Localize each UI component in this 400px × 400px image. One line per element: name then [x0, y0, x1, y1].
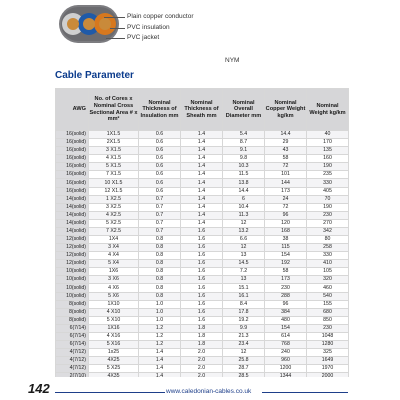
cell-awg: 16(solid) [56, 171, 89, 179]
cell-cores: 5 X2.5 [89, 219, 139, 227]
cell-diameter: 16.1 [223, 292, 265, 300]
cell-sheath: 1.8 [181, 324, 223, 332]
cell-insulation: 0.6 [139, 147, 181, 155]
cell-weight: 270 [307, 219, 349, 227]
cell-weight: 70 [307, 195, 349, 203]
table-row [56, 195, 349, 203]
cell-copper-weight: 240 [265, 349, 307, 357]
cell-copper-weight: 115 [265, 244, 307, 252]
cell-copper-weight: 173 [265, 276, 307, 284]
cell-awg: 10(solid) [56, 284, 89, 292]
cell-diameter: 9.8 [223, 155, 265, 163]
cell-weight: 460 [307, 284, 349, 292]
cell-awg: 10(solid) [56, 268, 89, 276]
cell-weight: 258 [307, 244, 349, 252]
website-link[interactable]: www.caledonian-cables.co.uk [166, 388, 252, 395]
cell-diameter: 12 [223, 219, 265, 227]
cell-sheath: 1.4 [181, 211, 223, 219]
cell-copper-weight: 43 [265, 147, 307, 155]
cell-cores: 3 X4 [89, 244, 139, 252]
table-row [56, 365, 349, 373]
cell-sheath: 1.6 [181, 308, 223, 316]
cell-sheath: 1.6 [181, 300, 223, 308]
cell-cores: 3 X6 [89, 276, 139, 284]
table-row [56, 179, 349, 187]
cell-diameter: 28.7 [223, 365, 265, 373]
cell-diameter: 23.4 [223, 341, 265, 349]
cell-awg: 10(solid) [56, 292, 89, 300]
cell-copper-weight: 614 [265, 332, 307, 340]
cell-copper-weight: 120 [265, 219, 307, 227]
cell-insulation: 0.7 [139, 211, 181, 219]
cable-type-label: NYM [225, 57, 240, 64]
cell-insulation: 0.7 [139, 227, 181, 235]
cell-awg: 16(solid) [56, 147, 89, 155]
cell-weight: 405 [307, 187, 349, 195]
cell-weight: 325 [307, 349, 349, 357]
cell-weight: 1970 [307, 365, 349, 373]
header-awg: AWG [56, 89, 89, 131]
cell-sheath: 1.4 [181, 155, 223, 163]
cell-diameter: 12 [223, 244, 265, 252]
cell-diameter: 9.1 [223, 147, 265, 155]
cell-diameter: 14.4 [223, 187, 265, 195]
cell-copper-weight: 29 [265, 139, 307, 147]
cell-weight: 320 [307, 276, 349, 284]
cell-sheath: 1.8 [181, 332, 223, 340]
cell-sheath: 1.4 [181, 203, 223, 211]
cell-awg: 6(7/14) [56, 341, 89, 349]
cell-sheath: 2.0 [181, 357, 223, 365]
table-row [56, 155, 349, 163]
cell-insulation: 0.8 [139, 292, 181, 300]
cell-diameter: 9.9 [223, 324, 265, 332]
table-row [56, 357, 349, 365]
cell-cores: 4 X10 [89, 308, 139, 316]
table-row [56, 324, 349, 332]
cell-awg: 8(solid) [56, 316, 89, 324]
cell-diameter: 6 [223, 195, 265, 203]
cell-weight: 190 [307, 163, 349, 171]
cell-insulation: 0.8 [139, 284, 181, 292]
header-weight: Nominal Weight kg/km [307, 89, 349, 131]
cell-insulation: 0.6 [139, 187, 181, 195]
cell-copper-weight: 384 [265, 308, 307, 316]
cell-awg: 12(solid) [56, 252, 89, 260]
cell-weight: 40 [307, 131, 349, 139]
table-row [56, 308, 349, 316]
cable-cross-section-image [58, 2, 120, 46]
cell-cores: 5 X25 [89, 365, 139, 373]
cell-diameter: 17.8 [223, 308, 265, 316]
cell-insulation: 0.7 [139, 203, 181, 211]
cell-weight: 1649 [307, 357, 349, 365]
header-copper-weight: Nominal Copper Weight kg/km [265, 89, 307, 131]
cell-insulation: 1.2 [139, 332, 181, 340]
cell-insulation: 1.4 [139, 349, 181, 357]
table-row [56, 252, 349, 260]
cell-insulation: 1.4 [139, 357, 181, 365]
cell-sheath: 1.8 [181, 341, 223, 349]
table-row [56, 316, 349, 324]
cell-insulation: 0.7 [139, 195, 181, 203]
cell-sheath: 1.6 [181, 268, 223, 276]
cell-sheath: 1.6 [181, 244, 223, 252]
cell-insulation: 0.6 [139, 131, 181, 139]
cell-awg: 14(solid) [56, 219, 89, 227]
cell-weight: 410 [307, 260, 349, 268]
cell-sheath: 1.4 [181, 139, 223, 147]
page-number: 142 [28, 381, 50, 396]
cell-weight: 330 [307, 179, 349, 187]
cell-awg: 14(solid) [56, 195, 89, 203]
cell-insulation: 0.8 [139, 268, 181, 276]
cell-awg: 4(7/12) [56, 365, 89, 373]
cell-cores: 1X6 [89, 268, 139, 276]
table-row [56, 163, 349, 171]
cell-sheath: 1.6 [181, 276, 223, 284]
cell-diameter: 11.5 [223, 171, 265, 179]
footer-divider-left [55, 392, 165, 393]
cell-copper-weight: 58 [265, 155, 307, 163]
table-row [56, 131, 349, 139]
cell-cores: 4 X2.5 [89, 211, 139, 219]
cell-sheath: 1.6 [181, 252, 223, 260]
cell-weight: 540 [307, 292, 349, 300]
cell-diameter: 7.2 [223, 268, 265, 276]
cell-copper-weight: 38 [265, 236, 307, 244]
label-conductor: Plain copper conductor [127, 13, 194, 20]
cell-cores: 12 X1.5 [89, 187, 139, 195]
table-row [56, 203, 349, 211]
table-row [56, 139, 349, 147]
cell-cores: 5 X6 [89, 292, 139, 300]
cell-cores: 1X4 [89, 236, 139, 244]
cell-awg: 8(solid) [56, 300, 89, 308]
cell-diameter: 25.8 [223, 357, 265, 365]
cell-sheath: 2.0 [181, 365, 223, 373]
cell-insulation: 1.2 [139, 341, 181, 349]
cell-cores: 4 X16 [89, 332, 139, 340]
cell-copper-weight: 168 [265, 227, 307, 235]
cell-diameter: 10.4 [223, 203, 265, 211]
cell-copper-weight: 101 [265, 171, 307, 179]
cell-cores: 5 X1.5 [89, 163, 139, 171]
label-insulation: PVC insulation [127, 24, 170, 31]
cell-diameter: 13.2 [223, 227, 265, 235]
cell-awg: 12(solid) [56, 260, 89, 268]
cell-diameter: 15.1 [223, 284, 265, 292]
header-cores: No. of Cores x Nominal Cross Sectional Area # x mm² [89, 89, 139, 131]
cell-awg: 6(7/14) [56, 324, 89, 332]
cell-awg: 16(solid) [56, 131, 89, 139]
cell-weight: 850 [307, 316, 349, 324]
cell-awg: 6(7/14) [56, 332, 89, 340]
cell-awg: 12(solid) [56, 236, 89, 244]
table-row [56, 211, 349, 219]
cell-weight: 190 [307, 203, 349, 211]
cell-sheath: 1.4 [181, 147, 223, 155]
header-sheath: Nominal Thickness of Sheath mm [181, 89, 223, 131]
cell-copper-weight: 58 [265, 268, 307, 276]
cell-weight: 235 [307, 171, 349, 179]
cell-awg: 16(solid) [56, 155, 89, 163]
cell-diameter: 5.4 [223, 131, 265, 139]
cell-sheath: 1.4 [181, 171, 223, 179]
table-row [56, 244, 349, 252]
cell-weight: 1048 [307, 332, 349, 340]
cell-awg: 16(solid) [56, 179, 89, 187]
cell-cores: 4 X4 [89, 252, 139, 260]
cell-diameter: 11.3 [223, 211, 265, 219]
table-header-row [56, 89, 349, 131]
cell-insulation: 1.0 [139, 300, 181, 308]
cell-copper-weight: 72 [265, 203, 307, 211]
table-row [56, 268, 349, 276]
cell-weight: 105 [307, 268, 349, 276]
cell-weight: 80 [307, 236, 349, 244]
cell-insulation: 1.0 [139, 316, 181, 324]
cell-copper-weight: 72 [265, 163, 307, 171]
header-insulation: Nominal Thickness of Insulation mm [139, 89, 181, 131]
cell-insulation: 1.2 [139, 324, 181, 332]
cell-diameter: 8.4 [223, 300, 265, 308]
table-row [56, 332, 349, 340]
cell-cores: 5 X16 [89, 341, 139, 349]
cell-awg: 14(solid) [56, 211, 89, 219]
cell-diameter: 12 [223, 349, 265, 357]
table-row [56, 292, 349, 300]
cell-cores: 4 X6 [89, 284, 139, 292]
cell-weight: 680 [307, 308, 349, 316]
label-jacket: PVC jacket [127, 34, 160, 41]
cell-sheath: 1.6 [181, 292, 223, 300]
cell-copper-weight: 480 [265, 316, 307, 324]
table-row [56, 236, 349, 244]
cell-copper-weight: 154 [265, 324, 307, 332]
cell-awg: 4(7/12) [56, 349, 89, 357]
cell-weight: 135 [307, 147, 349, 155]
section-title: Cable Parameter [55, 70, 134, 81]
cell-insulation: 0.6 [139, 179, 181, 187]
cell-insulation: 0.6 [139, 155, 181, 163]
cell-awg: 16(solid) [56, 139, 89, 147]
cell-diameter: 13 [223, 252, 265, 260]
cell-awg: 12(solid) [56, 244, 89, 252]
cell-sheath: 1.4 [181, 179, 223, 187]
cell-cores: 3 X2.5 [89, 203, 139, 211]
cell-diameter: 21.3 [223, 332, 265, 340]
table-row [56, 349, 349, 357]
cell-awg: 10(solid) [56, 276, 89, 284]
cell-weight: 230 [307, 324, 349, 332]
cell-cores: 1X1.5 [89, 131, 139, 139]
cell-insulation: 0.6 [139, 139, 181, 147]
table-row [56, 341, 349, 349]
cell-insulation: 0.7 [139, 219, 181, 227]
cell-weight: 342 [307, 227, 349, 235]
cell-copper-weight: 288 [265, 292, 307, 300]
cell-copper-weight: 960 [265, 357, 307, 365]
cell-awg: 14(solid) [56, 203, 89, 211]
cell-weight: 155 [307, 300, 349, 308]
table-row [56, 227, 349, 235]
cell-copper-weight: 14.4 [265, 131, 307, 139]
cell-copper-weight: 24 [265, 195, 307, 203]
cell-insulation: 0.8 [139, 236, 181, 244]
cell-sheath: 1.6 [181, 284, 223, 292]
table-row [56, 276, 349, 284]
cell-cores: 5 X4 [89, 260, 139, 268]
cell-cores: 7 X2.5 [89, 227, 139, 235]
cell-insulation: 0.8 [139, 276, 181, 284]
cell-insulation: 1.4 [139, 365, 181, 373]
cell-cores: 1X16 [89, 324, 139, 332]
table-row [56, 171, 349, 179]
cell-diameter: 8.7 [223, 139, 265, 147]
cell-cores: 4X25 [89, 357, 139, 365]
cell-cores: 2X1.5 [89, 139, 139, 147]
cell-copper-weight: 1200 [265, 365, 307, 373]
cell-diameter: 19.2 [223, 316, 265, 324]
cell-awg: 4(7/12) [56, 357, 89, 365]
cell-insulation: 0.6 [139, 171, 181, 179]
table-row [56, 300, 349, 308]
table-row [56, 260, 349, 268]
cell-cores: 10 X1.5 [89, 179, 139, 187]
footer-divider-right [262, 392, 348, 393]
cell-diameter: 10.3 [223, 163, 265, 171]
cell-diameter: 13 [223, 276, 265, 284]
cell-sheath: 2.0 [181, 349, 223, 357]
cell-sheath: 1.6 [181, 260, 223, 268]
cell-copper-weight: 768 [265, 341, 307, 349]
cell-cores: 7 X1.5 [89, 171, 139, 179]
cell-copper-weight: 96 [265, 300, 307, 308]
cell-awg: 14(solid) [56, 227, 89, 235]
cell-diameter: 14.5 [223, 260, 265, 268]
cell-sheath: 1.4 [181, 195, 223, 203]
table-row [56, 187, 349, 195]
cell-cores: 1 X2.5 [89, 195, 139, 203]
cell-weight: 160 [307, 155, 349, 163]
cell-sheath: 1.4 [181, 131, 223, 139]
cell-sheath: 1.4 [181, 219, 223, 227]
cell-diameter: 13.8 [223, 179, 265, 187]
cell-insulation: 0.6 [139, 163, 181, 171]
cell-insulation: 0.8 [139, 252, 181, 260]
cell-cores: 4 X1.5 [89, 155, 139, 163]
cell-awg: 8(solid) [56, 308, 89, 316]
cell-copper-weight: 173 [265, 187, 307, 195]
cell-insulation: 0.8 [139, 244, 181, 252]
cell-cores: 1X10 [89, 300, 139, 308]
cell-weight: 230 [307, 211, 349, 219]
cable-parameter-table [55, 88, 348, 381]
cell-insulation: 1.0 [139, 308, 181, 316]
cell-weight: 170 [307, 139, 349, 147]
cell-awg: 16(solid) [56, 163, 89, 171]
cell-sheath: 1.6 [181, 316, 223, 324]
cell-weight: 1280 [307, 341, 349, 349]
cell-sheath: 1.4 [181, 163, 223, 171]
cell-insulation: 0.8 [139, 260, 181, 268]
cell-copper-weight: 96 [265, 211, 307, 219]
table-row [56, 219, 349, 227]
cell-cores: 3 X1.5 [89, 147, 139, 155]
cell-awg: 16(solid) [56, 187, 89, 195]
cell-copper-weight: 144 [265, 179, 307, 187]
cell-sheath: 1.6 [181, 236, 223, 244]
cell-copper-weight: 230 [265, 284, 307, 292]
header-diameter: Nominal Overall Diameter mm [223, 89, 265, 131]
cell-copper-weight: 154 [265, 252, 307, 260]
cell-sheath: 1.6 [181, 227, 223, 235]
cell-copper-weight: 192 [265, 260, 307, 268]
table-row [56, 284, 349, 292]
cell-sheath: 1.4 [181, 187, 223, 195]
cell-diameter: 6.6 [223, 236, 265, 244]
cell-cores: 5 X10 [89, 316, 139, 324]
cell-cores: 1x25 [89, 349, 139, 357]
table-row [56, 147, 349, 155]
cell-weight: 330 [307, 252, 349, 260]
